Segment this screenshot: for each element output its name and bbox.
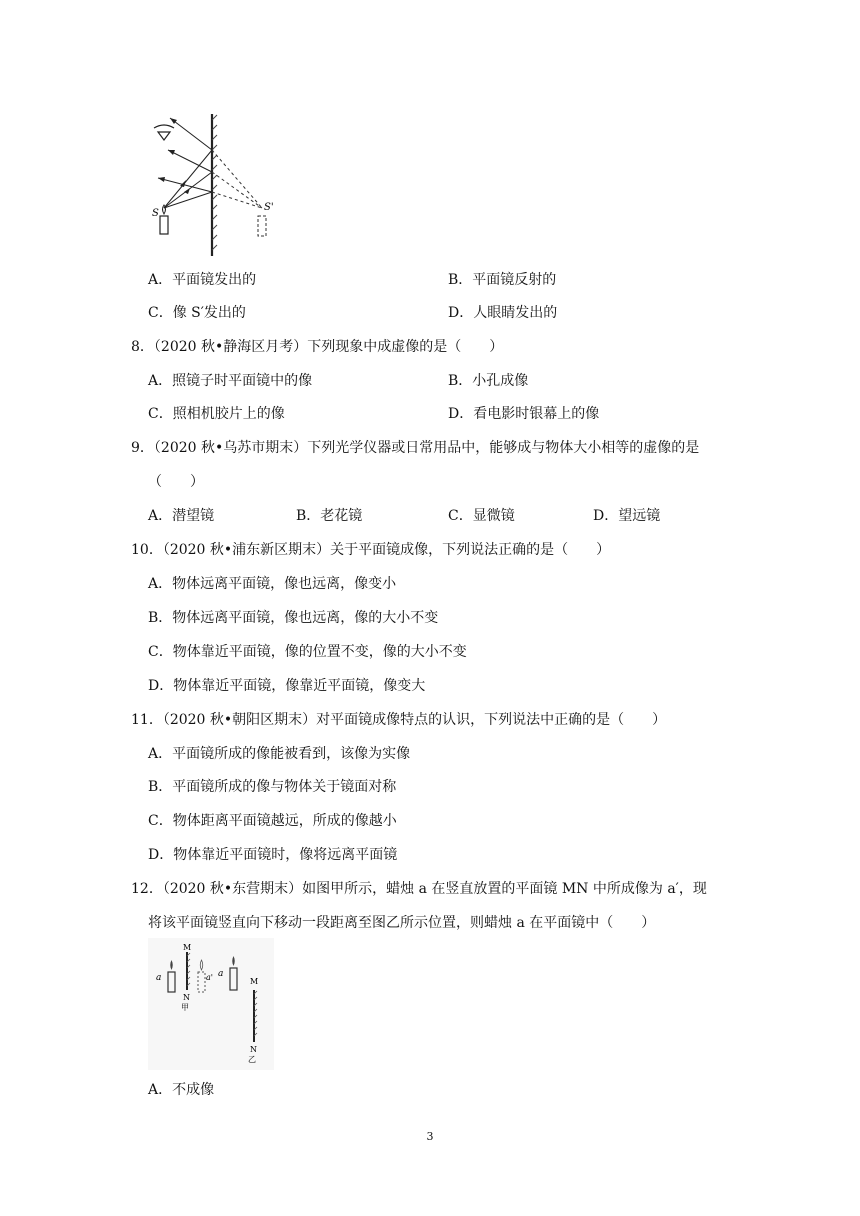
label-a-prime: a' bbox=[206, 973, 213, 982]
label-n-yi: N bbox=[250, 1045, 257, 1054]
q9-option-b: B．老花镜 bbox=[296, 508, 363, 524]
label-n-jia: N bbox=[183, 993, 190, 1002]
q10-option-a: A．物体远离平面镜，像也远离，像变小 bbox=[148, 576, 397, 592]
q10-stem: 10．（2020 秋•浦东新区期末）关于平面镜成像，下列说法正确的是（ ） bbox=[131, 542, 611, 558]
q9-stem: 9．（2020 秋•乌苏市期末）下列光学仪器或日常用品中，能够成与物体大小相等的虚像的是 bbox=[131, 440, 700, 456]
q11-option-a: A．平面镜所成的像能被看到，该像为实像 bbox=[148, 746, 411, 762]
q9-option-d: D．望远镜 bbox=[593, 508, 661, 524]
candle-mirror-figure bbox=[148, 938, 274, 1070]
q8-option-c: C．照相机胶片上的像 bbox=[148, 406, 285, 422]
q11-option-d: D．物体靠近平面镜时，像将远离平面镜 bbox=[148, 847, 398, 863]
q10-option-d: D．物体靠近平面镜，像靠近平面镜，像变大 bbox=[148, 678, 426, 694]
q9-option-c: C．显微镜 bbox=[448, 508, 515, 524]
q7-option-d: D．人眼睛发出的 bbox=[448, 305, 558, 321]
q11-option-b: B．平面镜所成的像与物体关于镜面对称 bbox=[148, 779, 397, 795]
label-s-prime: S' bbox=[264, 202, 274, 213]
label-jia: 甲 bbox=[181, 1003, 189, 1012]
q10-option-c: C．物体靠近平面镜，像的位置不变，像的大小不变 bbox=[148, 644, 467, 660]
q12-option-a: A．不成像 bbox=[148, 1082, 215, 1098]
q11-stem: 11．（2020 秋•朝阳区期末）对平面镜成像特点的认识，下列说法中正确的是（ ） bbox=[131, 712, 667, 728]
label-s: S bbox=[152, 208, 159, 219]
q12-stem-cont: 将该平面镜竖直向下移动一段距离至图乙所示位置，则蜡烛 a 在平面镜中（ ） bbox=[148, 915, 656, 931]
label-a: a bbox=[156, 973, 162, 983]
label-m-jia: M bbox=[183, 943, 192, 952]
q11-option-c: C．物体距离平面镜越远，所成的像越小 bbox=[148, 813, 397, 829]
label-a-yi: a bbox=[218, 969, 224, 979]
q8-option-d: D．看电影时银幕上的像 bbox=[448, 406, 600, 422]
q8-option-b: B．小孔成像 bbox=[448, 373, 529, 389]
mirror-reflection-figure bbox=[140, 110, 290, 258]
q9-option-a: A．潜望镜 bbox=[148, 508, 215, 524]
q7-option-a: A．平面镜发出的 bbox=[148, 272, 257, 288]
q8-stem: 8．（2020 秋•静海区月考）下列现象中成虚像的是（ ） bbox=[131, 339, 504, 355]
q8-option-a: A．照镜子时平面镜中的像 bbox=[148, 373, 313, 389]
q7-option-b: B．平面镜反射的 bbox=[448, 272, 557, 288]
page-number: 3 bbox=[426, 1130, 434, 1143]
label-yi: 乙 bbox=[248, 1055, 256, 1064]
q12-stem: 12．（2020 秋•东营期末）如图甲所示，蜡烛 a 在竖直放置的平面镜 MN 中所成像为 a′，现 bbox=[131, 881, 707, 897]
label-m-yi: M bbox=[250, 977, 259, 986]
q10-option-b: B．物体远离平面镜，像也远离，像的大小不变 bbox=[148, 610, 439, 626]
q7-option-c: C．像 S′发出的 bbox=[148, 305, 246, 321]
q9-stem-cont: （ ） bbox=[148, 474, 204, 490]
